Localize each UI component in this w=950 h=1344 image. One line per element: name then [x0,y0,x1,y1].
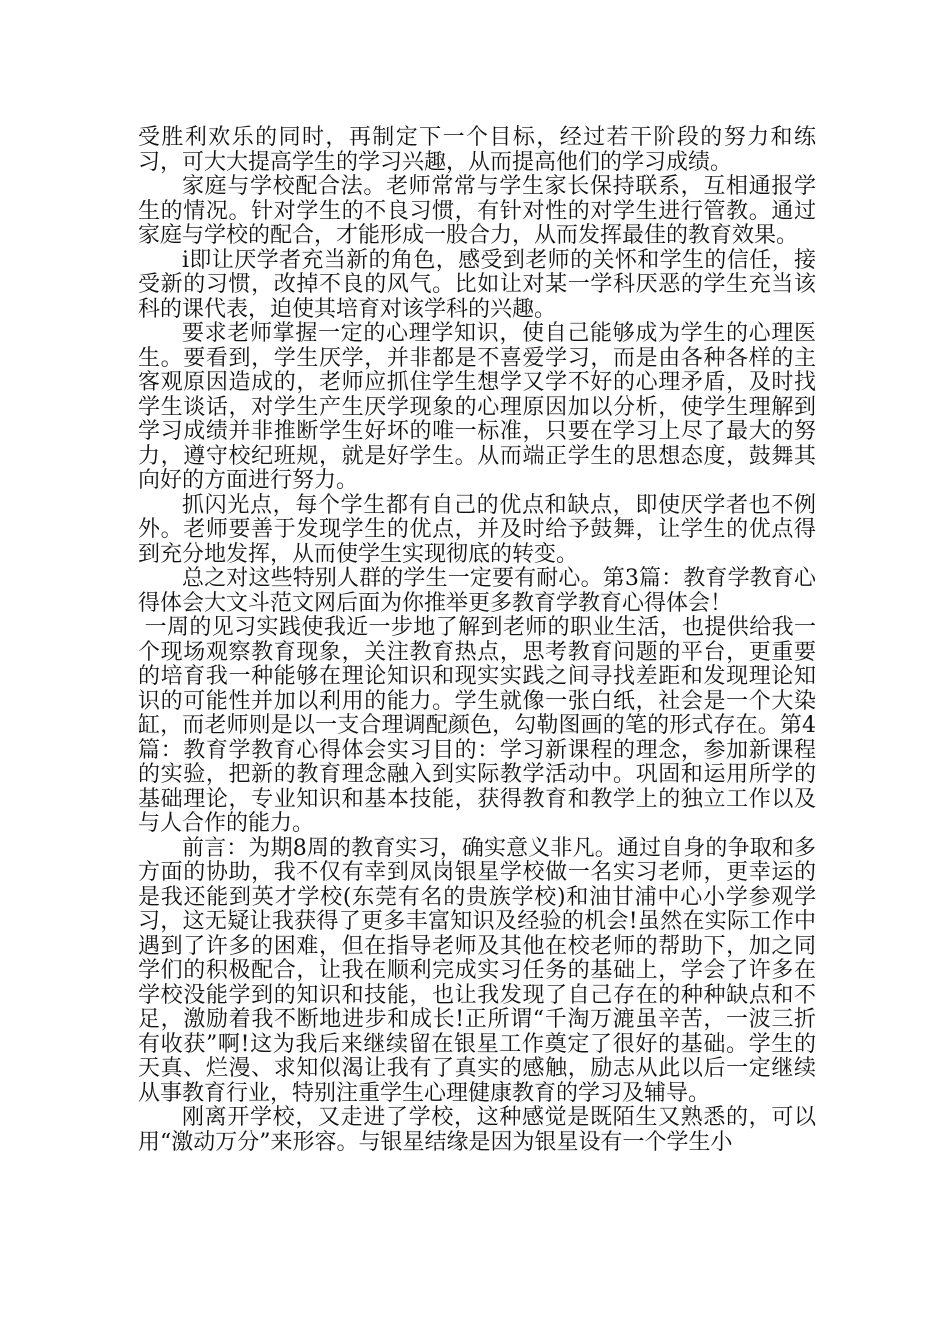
paragraph-8: 前言：为期8周的教育实习，确实意义非凡。通过自身的争取和多方面的协助，我不仅有幸到凤岗银星学校做一名实习老师，更幸运的是我还能到英才学校(东莞有名的贵族学校)和油甘浦中心小学参观学习，这无疑让我获得了更多丰富知识及经验的机会!虽然在实际工作中遇到了许多的困难，但在指导老师及其他在校老师的帮助下，加之同学们的积极配合，让我在顺利完成实习任务的基础上，学会了许多在学校没能学到的知识和技能，也让我发现了自己存在的种种缺点和不足，激励着我不断地进步和成长!正所谓“千淘万漉虽辛苦，一波三折有收获”啊!这为我后来继续留在银星工作奠定了很好的基础。学生的天真、烂漫、求知似渴让我有了真实的感触，励志从此以后一定继续从事教育行业，特别注重学生心理健康教育的学习及辅导。 [138,835,816,1106]
paragraph-5: 抓闪光点，每个学生都有自己的优点和缺点，即使厌学者也不例外。老师要善于发现学生的优点，并及时给予鼓舞，让学生的优点得到充分地发挥，从而使学生实现彻底的转变。 [138,492,816,567]
paragraph-6: 总之对这些特别人群的学生一定要有耐心。第3篇：教育学教育心得体会大文斗范文网后面为你推举更多教育学教育心得体会！ [138,566,816,616]
paragraph-9: 刚离开学校，又走进了学校，这种感觉是既陌生又熟悉的，可以用“激动万分”来形容。与银星结缘是因为银星设有一个学生小 [138,1105,816,1155]
paragraph-7: 一周的见习实践使我近一步地了解到老师的职业生活，也提供给我一个现场观察教育现象，关注教育热点，思考教育问题的平台，更重要的培育我一种能够在理论知识和现实实践之间寻找差距和发现理论知识的可能性并加以利用的能力。学生就像一张白纸，社会是一个大染缸，而老师则是以一支合理调配颜色，勾勒图画的笔的形式存在。第4篇：教育学教育心得体会实习目的：学习新课程的理念，参加新课程的实验，把新的教育理念融入到实际教学活动中。巩固和运用所学的基础理论，专业知识和基本技能，获得教育和教学上的独立工作以及与人合作的能力。 [138,615,816,836]
paragraph-2: 家庭与学校配合法。老师常常与学生家长保持联系，互相通报学生的情况。针对学生的不良习惯，有针对性的对学生进行管教。通过家庭与学校的配合，才能形成一股合力，从而发挥最佳的教育效果。 [138,174,816,248]
paragraph-3: i即让厌学者充当新的角色，感受到老师的关怀和学生的信任，接受新的习惯，改掉不良的风气。比如让对某一学科厌恶的学生充当该科的课代表，迫使其培育对该学科的兴趣。 [138,247,816,322]
document-body [138,126,816,1155]
paragraph-4: 要求老师掌握一定的心理学知识，使自己能够成为学生的心理医生。要看到，学生厌学，并非都是不喜爱学习，而是由各种各样的主客观原因造成的，老师应抓住学生想学又学不好的心理矛盾，及时找学生谈话，对学生产生厌学现象的心理原因加以分析，使学生理解到学习成绩并非推断学生好坏的唯一标准，只要在学习上尽了最大的努力，遵守校纪班规，就是好学生。从而端正学生的思想态度，鼓舞其向好的方面进行努力。 [138,321,816,493]
paragraph-1: 受胜利欢乐的同时，再制定下一个目标，经过若干阶段的努力和练习，可大大提高学生的学习兴趣，从而提高他们的学习成绩。 [138,125,816,175]
